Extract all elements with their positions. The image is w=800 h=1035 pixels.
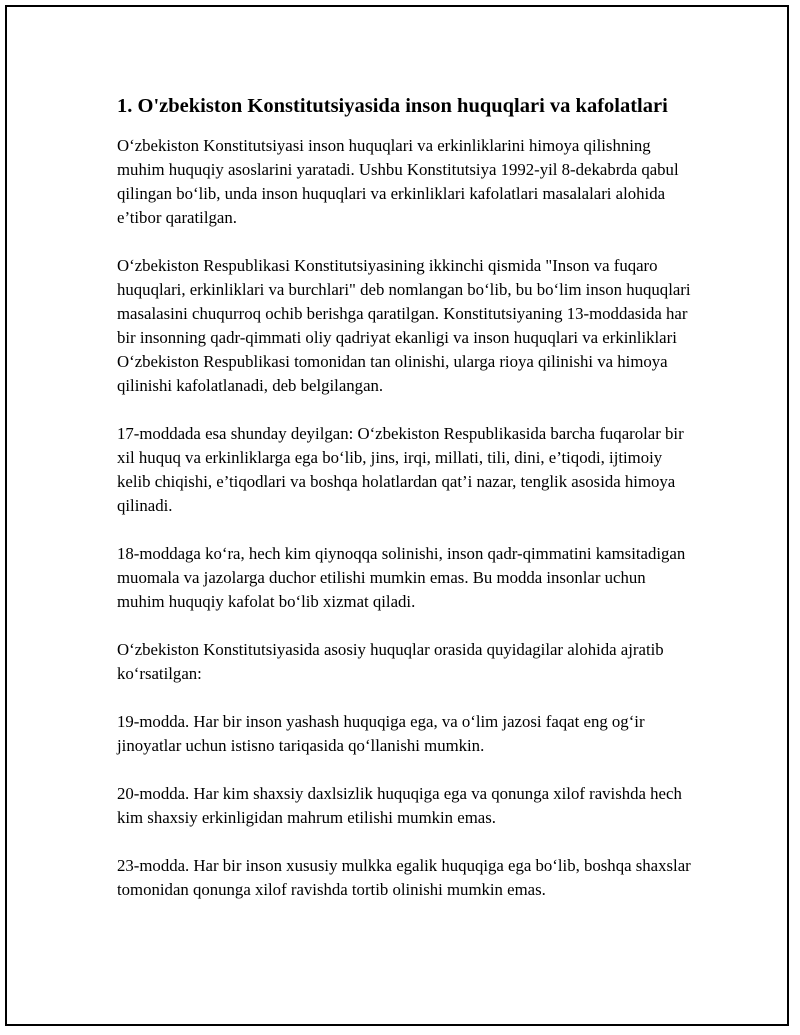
paragraph-basic-rights: O‘zbekiston Konstitutsiyasida asosiy huquqlar orasida quyidagilar alohida ajratib ko‘rsatilgan:	[117, 640, 664, 683]
paragraph-intro: O‘zbekiston Konstitutsiyasi inson huquqlari va erkinliklarini himoya qilishning muhim huquqiy asoslarini yaratadi. Ushbu Konstitutsiya 1992-yil 8-dekabrda qabul qilingan bo‘lib, unda inson huquqlari va erkinliklari kafolatlari masalalari alohida e’tibor qaratilgan.	[117, 136, 679, 227]
document-title: 1. O'zbekiston Konstitutsiyasida inson huquqlari va kafolatlari	[117, 95, 668, 117]
paragraph-second-part: O‘zbekiston Respublikasi Konstitutsiyasining ikkinchi qismida "Inson va fuqaro huquqlari, erkinliklari va burchlari" deb nomlangan bo‘lib, bu bo‘lim inson huquqlari masalasini chuqurroq ochib berishga qaratilgan. Konstitutsiyaning 13-moddasida har bir insonning qadr-qimmati oliy qadriyat ekanligi va inson huquqlari va erkinliklari O‘zbekiston Respublikasi tomonidan tan olinishi, ularga rioya qilinishi va himoya qilinishi kafolatlanadi, deb belgilangan.	[117, 256, 691, 395]
paragraph-article-19: 19-modda. Har bir inson yashash huquqiga ega, va o‘lim jazosi faqat eng og‘ir jinoyatlar uchun istisno tariqasida qo‘llanishi mumkin.	[117, 712, 645, 755]
paragraph-article-23: 23-modda. Har bir inson xususiy mulkka egalik huquqiga ega bo‘lib, boshqa shaxslar tomonidan qonunga xilof ravishda tortib olinishi mumkin emas.	[117, 856, 691, 899]
paragraph-article-20: 20-modda. Har kim shaxsiy daxlsizlik huquqiga ega va qonunga xilof ravishda hech kim shaxsiy erkinligidan mahrum etilishi mumkin emas.	[117, 784, 682, 827]
document-body	[117, 92, 697, 926]
paragraph-article-18: 18-moddaga ko‘ra, hech kim qiynoqqa solinishi, inson qadr-qimmatini kamsitadigan muomala va jazolarga duchor etilishi mumkin emas. Bu modda insonlar uchun muhim huquqiy kafolat bo‘lib xizmat qiladi.	[117, 544, 686, 611]
paragraph-article-17: 17-moddada esa shunday deyilgan: O‘zbekiston Respublikasida barcha fuqarolar bir xil huquq va erkinliklarga ega bo‘lib, jins, irqi, millati, tili, dini, e’tiqodi, ijtimoiy kelib chiqishi, e’tiqodlari va boshqa holatlardan qat’i nazar, tenglik asosida himoya qilinadi.	[117, 424, 684, 515]
